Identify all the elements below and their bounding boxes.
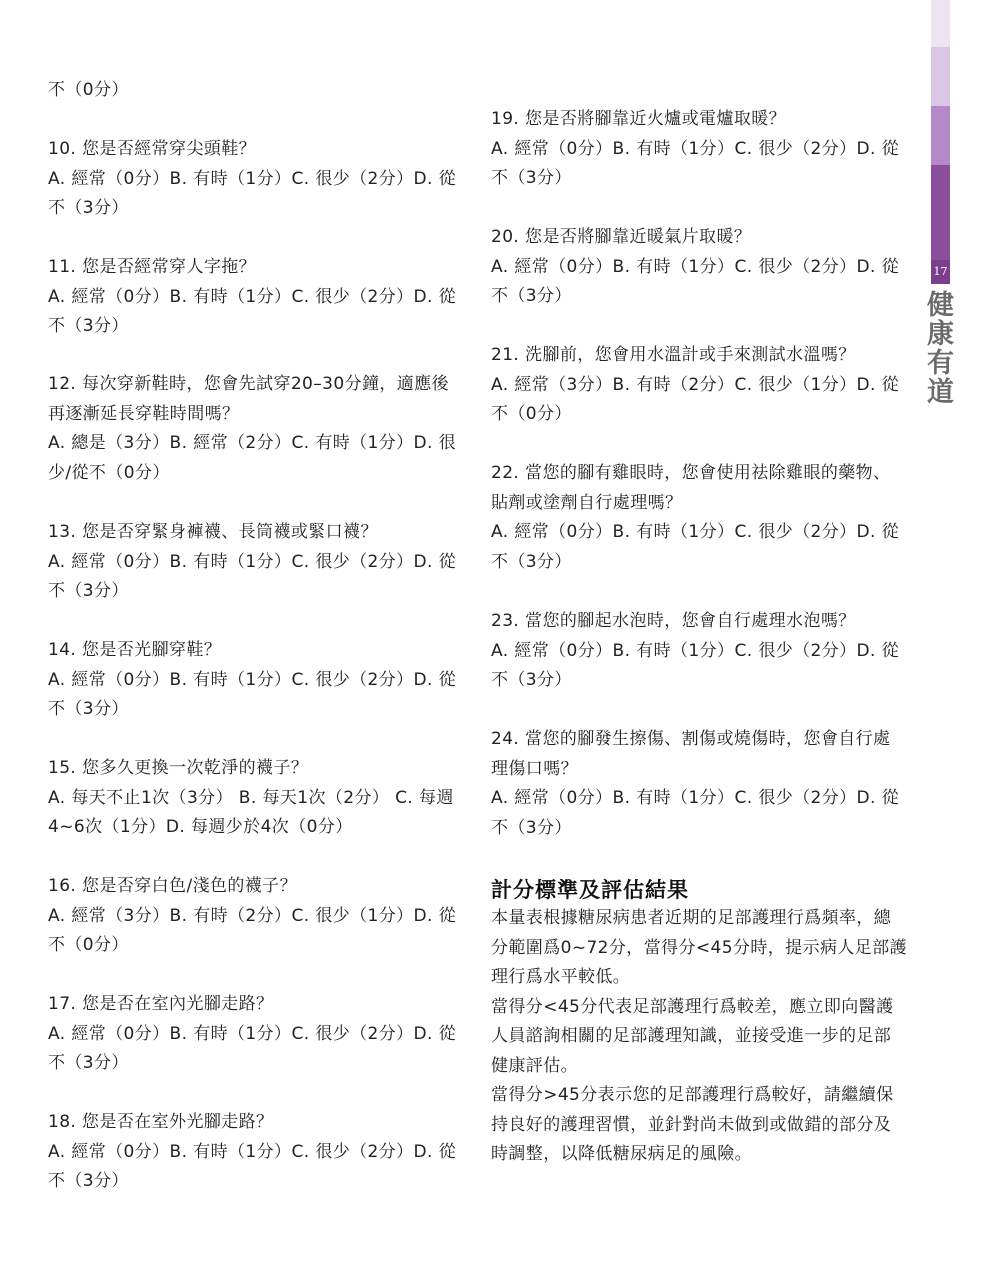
question-options: 不（3分） — [48, 316, 129, 336]
question-options: A. 經常（0分）B. 有時（1分）C. 很少（2分）D. 從 — [48, 286, 457, 307]
question-options: A. 經常（0分）B. 有時（1分）C. 很少（2分）D. 從 — [491, 788, 900, 808]
section-line: 當得分<45分代表足部護理行爲較差，應立即向醫護 — [491, 996, 894, 1017]
question-23 — [491, 607, 903, 696]
question-11 — [48, 253, 458, 342]
section-line: 理行爲水平較低。 — [491, 967, 631, 987]
question-title: 16. 您是否穿白色/淺色的襪子？ — [48, 876, 297, 896]
question-title-cont: 理傷口嗎？ — [491, 758, 578, 779]
page-number: 17 — [931, 260, 950, 284]
question-18 — [48, 1108, 458, 1197]
color-band — [931, 0, 950, 47]
question-options: 不（3分） — [48, 699, 129, 719]
section-line: 本量表根據糖尿病患者近期的足部護理行爲頻率，總 — [491, 908, 892, 928]
question-options: 不（3分） — [48, 1171, 129, 1191]
section-line: 分範圍爲0~72分，當得分<45分時，提示病人足部護 — [491, 937, 907, 958]
section-body — [491, 904, 907, 1170]
question-title-cont: 貼劑或塗劑自行處理嗎？ — [491, 492, 683, 513]
question-10 — [48, 135, 458, 224]
question-title: 15. 您多久更換一次乾淨的襪子？ — [48, 758, 309, 778]
question-options: 少/從不（0分） — [48, 462, 170, 483]
question-options: 不（3分） — [491, 168, 572, 188]
question-24 — [491, 725, 903, 843]
question-options: 不（3分） — [48, 198, 129, 218]
question-22 — [491, 459, 903, 577]
question-options: A. 經常（0分）B. 有時（1分）C. 很少（2分）D. 從 — [491, 256, 900, 277]
section-line: 人員諮詢相關的足部護理知識，並接受進一步的足部 — [491, 1026, 892, 1046]
color-band — [931, 106, 950, 165]
section-heading: 計分標準及評估結果 — [491, 877, 689, 902]
question-12 — [48, 370, 458, 488]
question-options: 不（0分） — [491, 404, 572, 424]
question-options: A. 經常（0分）B. 有時（1分）C. 很少（2分）D. 從 — [48, 669, 457, 690]
question-options: A. 經常（3分）B. 有時（2分）C. 很少（1分）D. 從 — [491, 374, 900, 395]
color-band — [931, 47, 950, 106]
question-title: 14. 您是否光腳穿鞋？ — [48, 640, 222, 660]
section-line: 持良好的護理習慣，並針對尚未做到或做錯的部分及 — [491, 1114, 892, 1135]
question-options: A. 經常（0分）B. 有時（1分）C. 很少（2分）D. 從 — [48, 1023, 457, 1044]
color-band — [931, 165, 950, 260]
question-title: 23. 當您的腳起水泡時，您會自行處理水泡嗎？ — [491, 611, 856, 631]
question-options: 不（0分） — [48, 935, 129, 955]
question-options: A. 經常（3分）B. 有時（2分）C. 很少（1分）D. 從 — [48, 905, 457, 926]
question-title: 18. 您是否在室外光腳走路？ — [48, 1112, 274, 1132]
section-line: 時調整，以降低糖尿病足的風險。 — [491, 1144, 752, 1164]
question-title: 10. 您是否經常穿尖頭鞋？ — [48, 139, 257, 159]
question-options: 不（3分） — [48, 1053, 129, 1073]
question-options: 不（3分） — [48, 581, 129, 601]
section-line: 當得分>45分表示您的足部護理行爲較好，請繼續保 — [491, 1085, 894, 1105]
question-19 — [491, 105, 903, 194]
question-title: 13. 您是否穿緊身褲襪、長筒襪或緊口襪？ — [48, 522, 378, 542]
question-options: 4~6次（1分）D. 每週少於4次（0分） — [48, 817, 353, 837]
question-options: A. 經常（0分）B. 有時（1分）C. 很少（2分）D. 從 — [48, 168, 457, 189]
section-vertical-title: 健康有道 — [922, 290, 953, 406]
question-17 — [48, 990, 458, 1079]
question-title-cont: 再逐漸延長穿鞋時間嗎？ — [48, 403, 240, 424]
question-title: 24. 當您的腳發生擦傷、割傷或燒傷時，您會自行處 — [491, 729, 891, 749]
question-options: A. 經常（0分）B. 有時（1分）C. 很少（2分）D. 從 — [491, 138, 900, 159]
question-options: A. 總是（3分）B. 經常（2分）C. 有時（1分）D. 很 — [48, 433, 457, 453]
question-16 — [48, 872, 458, 961]
question-options: 不（3分） — [491, 670, 572, 690]
question-title: 22. 當您的腳有雞眼時，您會使用祛除雞眼的藥物、 — [491, 463, 891, 483]
question-title: 20. 您是否將腳靠近暖氣片取暖？ — [491, 227, 752, 247]
question-13 — [48, 518, 458, 607]
question-title: 21. 洗腳前，您會用水溫計或手來測試水溫嗎？ — [491, 345, 856, 365]
question-options: A. 經常（0分）B. 有時（1分）C. 很少（2分）D. 從 — [491, 522, 900, 542]
continued-answer: 不（0分） — [48, 80, 129, 100]
question-options: A. 經常（0分）B. 有時（1分）C. 很少（2分）D. 從 — [491, 640, 900, 661]
question-options: 不（3分） — [491, 551, 572, 572]
question-title: 19. 您是否將腳靠近火爐或電爐取暖？ — [491, 109, 787, 129]
question-title: 12. 每次穿新鞋時，您會先試穿20–30分鐘，適應後 — [48, 374, 450, 394]
question-21 — [491, 341, 903, 430]
question-options: 不（3分） — [491, 286, 572, 306]
section-line: 健康評估。 — [491, 1055, 578, 1076]
question-14 — [48, 636, 458, 725]
question-title: 11. 您是否經常穿人字拖？ — [48, 257, 257, 277]
question-20 — [491, 223, 903, 312]
question-options: 不（3分） — [491, 817, 572, 838]
question-options: A. 經常（0分）B. 有時（1分）C. 很少（2分）D. 從 — [48, 1141, 457, 1162]
question-options: A. 經常（0分）B. 有時（1分）C. 很少（2分）D. 從 — [48, 551, 457, 572]
question-options: A. 每天不止1次（3分） B. 每天1次（2分） C. 每週 — [48, 787, 454, 808]
question-15 — [48, 754, 458, 843]
question-title: 17. 您是否在室內光腳走路？ — [48, 994, 274, 1014]
